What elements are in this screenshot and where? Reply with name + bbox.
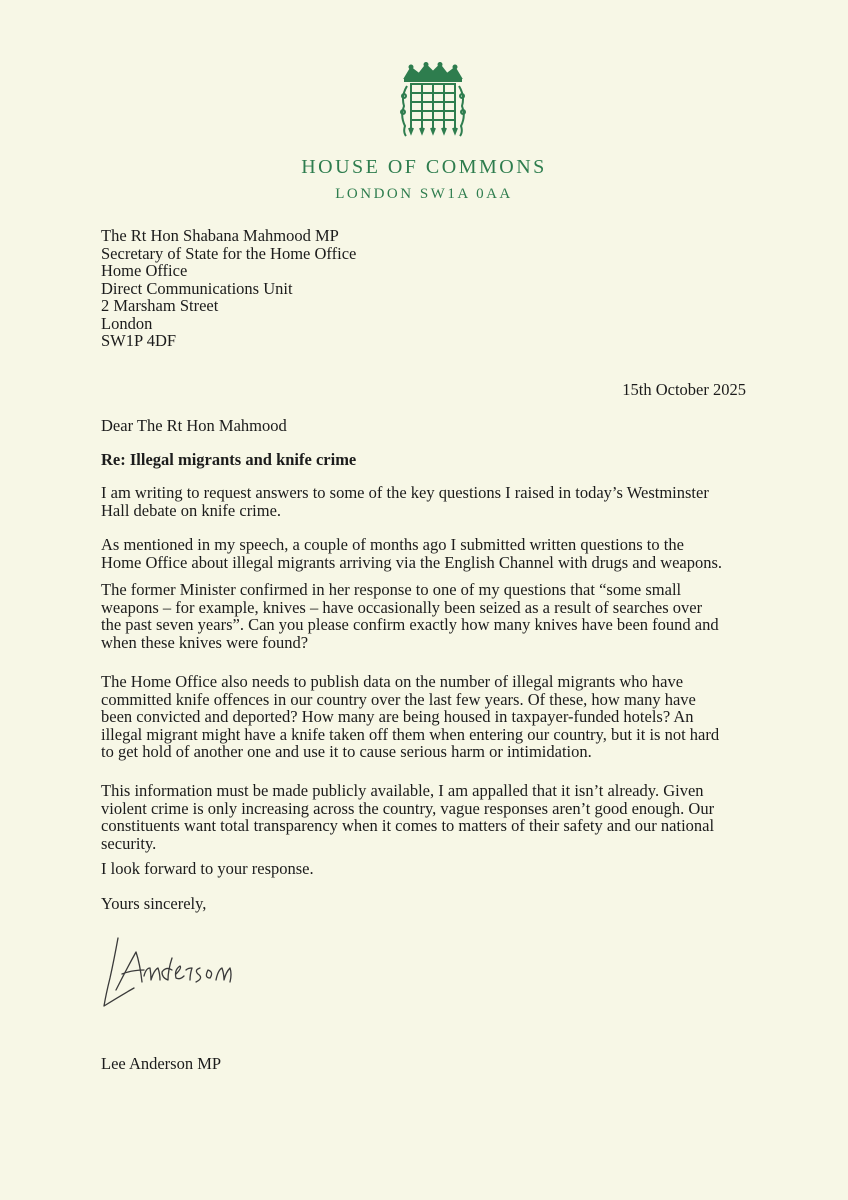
recipient-line: The Rt Hon Shabana Mahmood MP (101, 226, 339, 245)
salutation: Dear The Rt Hon Mahmood (101, 416, 287, 435)
paragraph-line: weapons – for example, knives – have occasionally been seized as a result of searches over (101, 597, 703, 617)
signature (96, 930, 256, 1025)
closing: Yours sincerely, (101, 894, 207, 913)
paragraph-line: As mentioned in my speech, a couple of months ago I submitted written questions to the (101, 535, 684, 554)
subject-line: Re: Illegal migrants and knife crime (101, 450, 357, 469)
paragraph-line: to get hold of another one and use it to cause serious harm or intimidation. (101, 742, 592, 761)
recipient-line: Secretary of State for the Home Office (101, 243, 357, 263)
letter-date: 15th October 2025 (622, 380, 746, 399)
body-paragraph (101, 860, 761, 878)
recipient-line: 2 Marsham Street (101, 296, 219, 315)
signoff: Lee Anderson MP (101, 1054, 222, 1073)
paragraph-line: Home Office about illegal migrants arriving via the English Channel with drugs and weapons. (101, 552, 723, 572)
paragraph-line: the past seven years”. Can you please confirm exactly how many knives have been found and (101, 615, 719, 634)
paragraph-line: This information must be made publicly available, I am appalled that it isn’t already. Given (101, 781, 704, 800)
letterhead-address: LONDON SW1A 0AA (335, 186, 513, 202)
letterhead-title: HOUSE OF COMMONS (301, 156, 547, 178)
paragraph-line: constituents want total transparency when it comes to matters of their safety and our national (101, 816, 715, 835)
paragraph-line: been convicted and deported? How many are being housed in taxpayer-funded hotels? An (101, 707, 694, 726)
paragraph-line: illegal migrant might have a knife taken off them when entering our country, but it is not hard (101, 724, 720, 744)
paragraph-line: I look forward to your response. (101, 859, 314, 878)
recipient-line: Direct Communications Unit (101, 278, 293, 298)
paragraph-line: violent crime is only increasing across the country, vague responses aren’t good enough. Our (101, 798, 715, 818)
recipient-address (101, 227, 356, 350)
body-paragraph (101, 484, 761, 519)
body-paragraph (101, 581, 761, 651)
body-paragraph (101, 536, 761, 571)
paragraph-line: Hall debate on knife crime. (101, 500, 282, 520)
paragraph-line: when these knives were found? (101, 632, 309, 652)
paragraph-line: The Home Office also needs to publish data on the number of illegal migrants who have (101, 672, 684, 691)
recipient-line: Home Office (101, 261, 188, 280)
portcullis-icon (397, 62, 469, 140)
recipient-line: London (101, 313, 153, 333)
recipient-line: SW1P 4DF (101, 331, 177, 350)
paragraph-line: I am writing to request answers to some of the key questions I raised in today’s Westminster (101, 483, 709, 502)
body-paragraph (101, 782, 761, 852)
paragraph-line: committed knife offences in our country over the last few years. Of these, how many have (101, 689, 696, 709)
paragraph-line: The former Minister confirmed in her response to one of my questions that “some small (101, 580, 682, 599)
body-paragraph (101, 673, 761, 761)
paragraph-line: security. (101, 833, 157, 853)
